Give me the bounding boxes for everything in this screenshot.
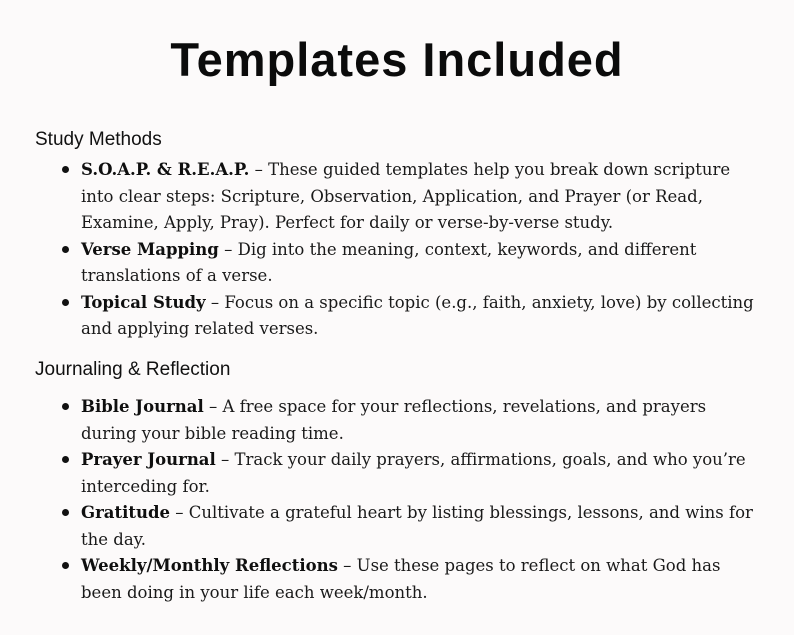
item-description: – Cultivate a grateful heart by listing blessings, lessons, and wins for the day. [81, 503, 753, 549]
page-title: Templates Included [170, 33, 624, 86]
item-term: S.O.A.P. & R.E.A.P. [81, 160, 250, 179]
bullet-icon [62, 509, 69, 516]
item-term: Bible Journal [81, 397, 204, 416]
item-term: Prayer Journal [81, 450, 216, 469]
item-description: – Use these pages to reflect on what God has been doing in your life each week/month. [81, 556, 721, 602]
list-item [60, 394, 760, 447]
bullet-icon [62, 562, 69, 569]
section-heading-journaling-reflection: Journaling & Reflection [35, 359, 231, 380]
section-heading-study-methods: Study Methods [35, 129, 162, 150]
list-item [60, 290, 760, 343]
item-term: Gratitude [81, 503, 171, 522]
item-description: – These guided templates help you break down scripture into clear steps: Scripture, Observation, Application, and Prayer (or Read, Examine, Apply, Pray). Perfect for daily or verse-by-verse study. [81, 160, 731, 232]
journaling-reflection-list [60, 394, 760, 606]
item-term: Verse Mapping [81, 239, 219, 259]
bullet-icon [62, 246, 69, 253]
item-description: – Focus on a specific topic (e.g., faith, anxiety, love) by collecting and applying related verses. [81, 292, 754, 338]
list-item [60, 447, 760, 500]
bullet-icon [62, 403, 69, 410]
list-item [60, 157, 760, 237]
item-term: Topical Study [81, 292, 206, 312]
item-term: Weekly/Monthly Reflections [81, 556, 338, 575]
study-methods-list [60, 157, 760, 343]
item-description: – Dig into the meaning, context, keywords, and different translations of a verse. [81, 239, 697, 285]
list-item [60, 237, 760, 290]
item-description: – A free space for your reflections, revelations, and prayers during your bible reading time. [81, 397, 707, 443]
list-item [60, 500, 760, 553]
bullet-icon [62, 299, 69, 306]
bullet-icon [62, 456, 69, 463]
bullet-icon [62, 166, 69, 173]
item-description: – Track your daily prayers, affirmations, goals, and who you’re interceding for. [81, 450, 746, 496]
list-item [60, 553, 760, 606]
